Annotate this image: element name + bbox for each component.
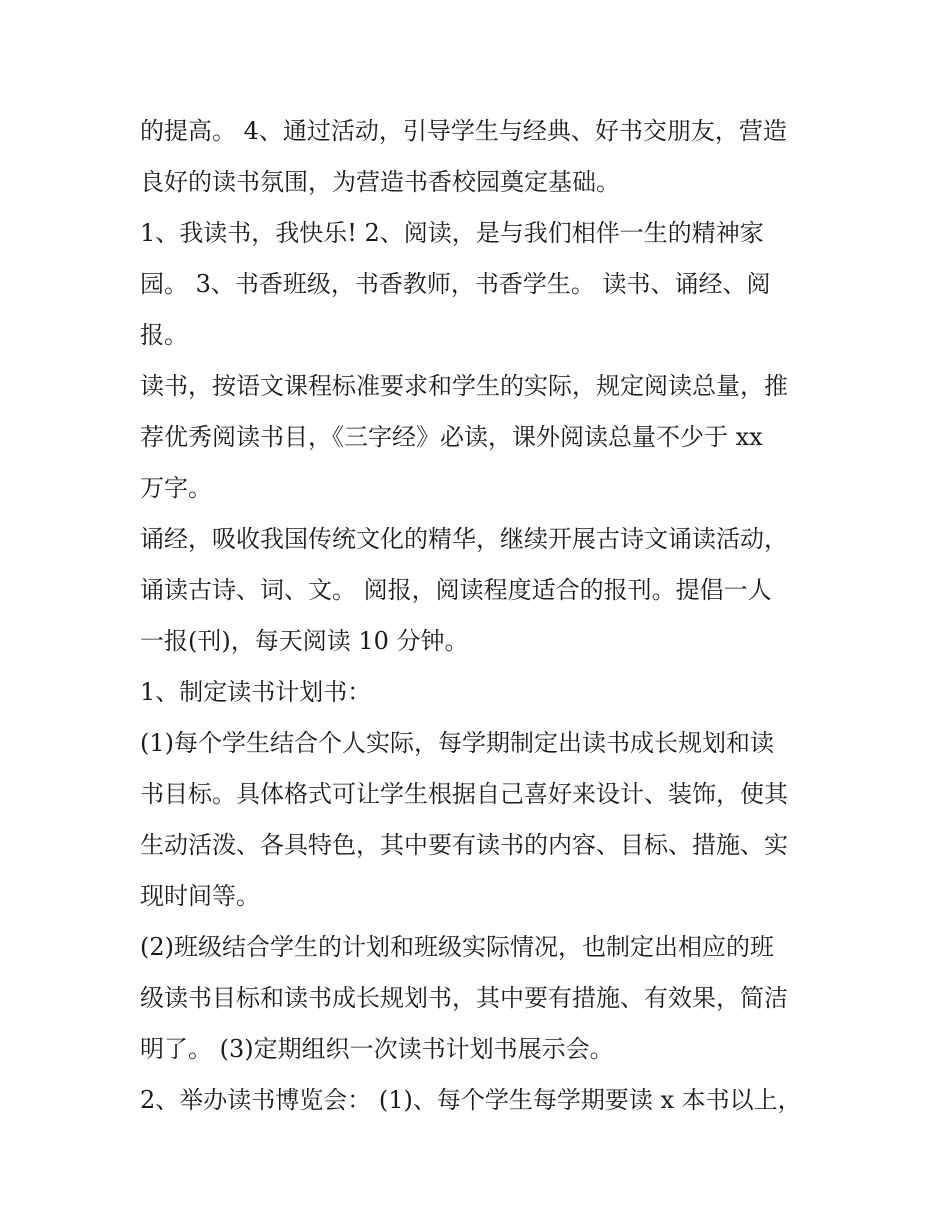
text-line: 1、制定读书计划书： — [140, 678, 372, 706]
text-line: 书目标。具体格式可让学生根据自己喜好来设计、装饰，使其 — [140, 780, 788, 808]
text-line: 读书，按语文课程标准要求和学生的实际，规定阅读总量，推 — [140, 372, 788, 400]
text-line: 良好的读书氛围，为营造书香校园奠定基础。 — [140, 168, 620, 196]
text-line: 的提高。 4、通过活动，引导学生与经典、好书交朋友，营造 — [140, 117, 787, 145]
text-line: 报。 — [140, 321, 188, 349]
text-line: 诵经，吸收我国传统文化的精华，继续开展古诗文诵读活动， — [140, 525, 788, 553]
text-line: 一报(刊)，每天阅读 10 分钟。 — [140, 627, 469, 655]
text-line: 明了。 (3)定期组织一次读书计划书展示会。 — [140, 1035, 614, 1063]
text-line: 园。 3、书香班级，书香教师，书香学生。 读书、诵经、阅 — [140, 270, 771, 298]
text-line: 1、我读书，我快乐! 2、阅读，是与我们相伴一生的精神家 — [140, 219, 764, 247]
text-line: (2)班级结合学生的计划和班级实际情况，也制定出相应的班 — [140, 933, 774, 961]
text-line: 2、举办读书博览会： (1)、每个学生每学期要读 x 本书以上， — [140, 1086, 802, 1114]
text-line: 级读书目标和读书成长规划书，其中要有措施、有效果，简洁 — [140, 984, 788, 1012]
text-line: 荐优秀阅读书目，《三字经》必读，课外阅读总量不少于 xx — [140, 423, 763, 451]
text-line: 万字。 — [140, 474, 212, 502]
text-line: (1)每个学生结合个人实际，每学期制定出读书成长规划和读 — [140, 729, 774, 757]
text-line: 生动活泼、各具特色，其中要有读书的内容、目标、措施、实 — [140, 831, 788, 859]
text-line: 现时间等。 — [140, 882, 260, 910]
text-line: 诵读古诗、词、文。 阅报，阅读程度适合的报刊。提倡一人 — [140, 576, 772, 604]
body-text — [140, 106, 820, 1126]
